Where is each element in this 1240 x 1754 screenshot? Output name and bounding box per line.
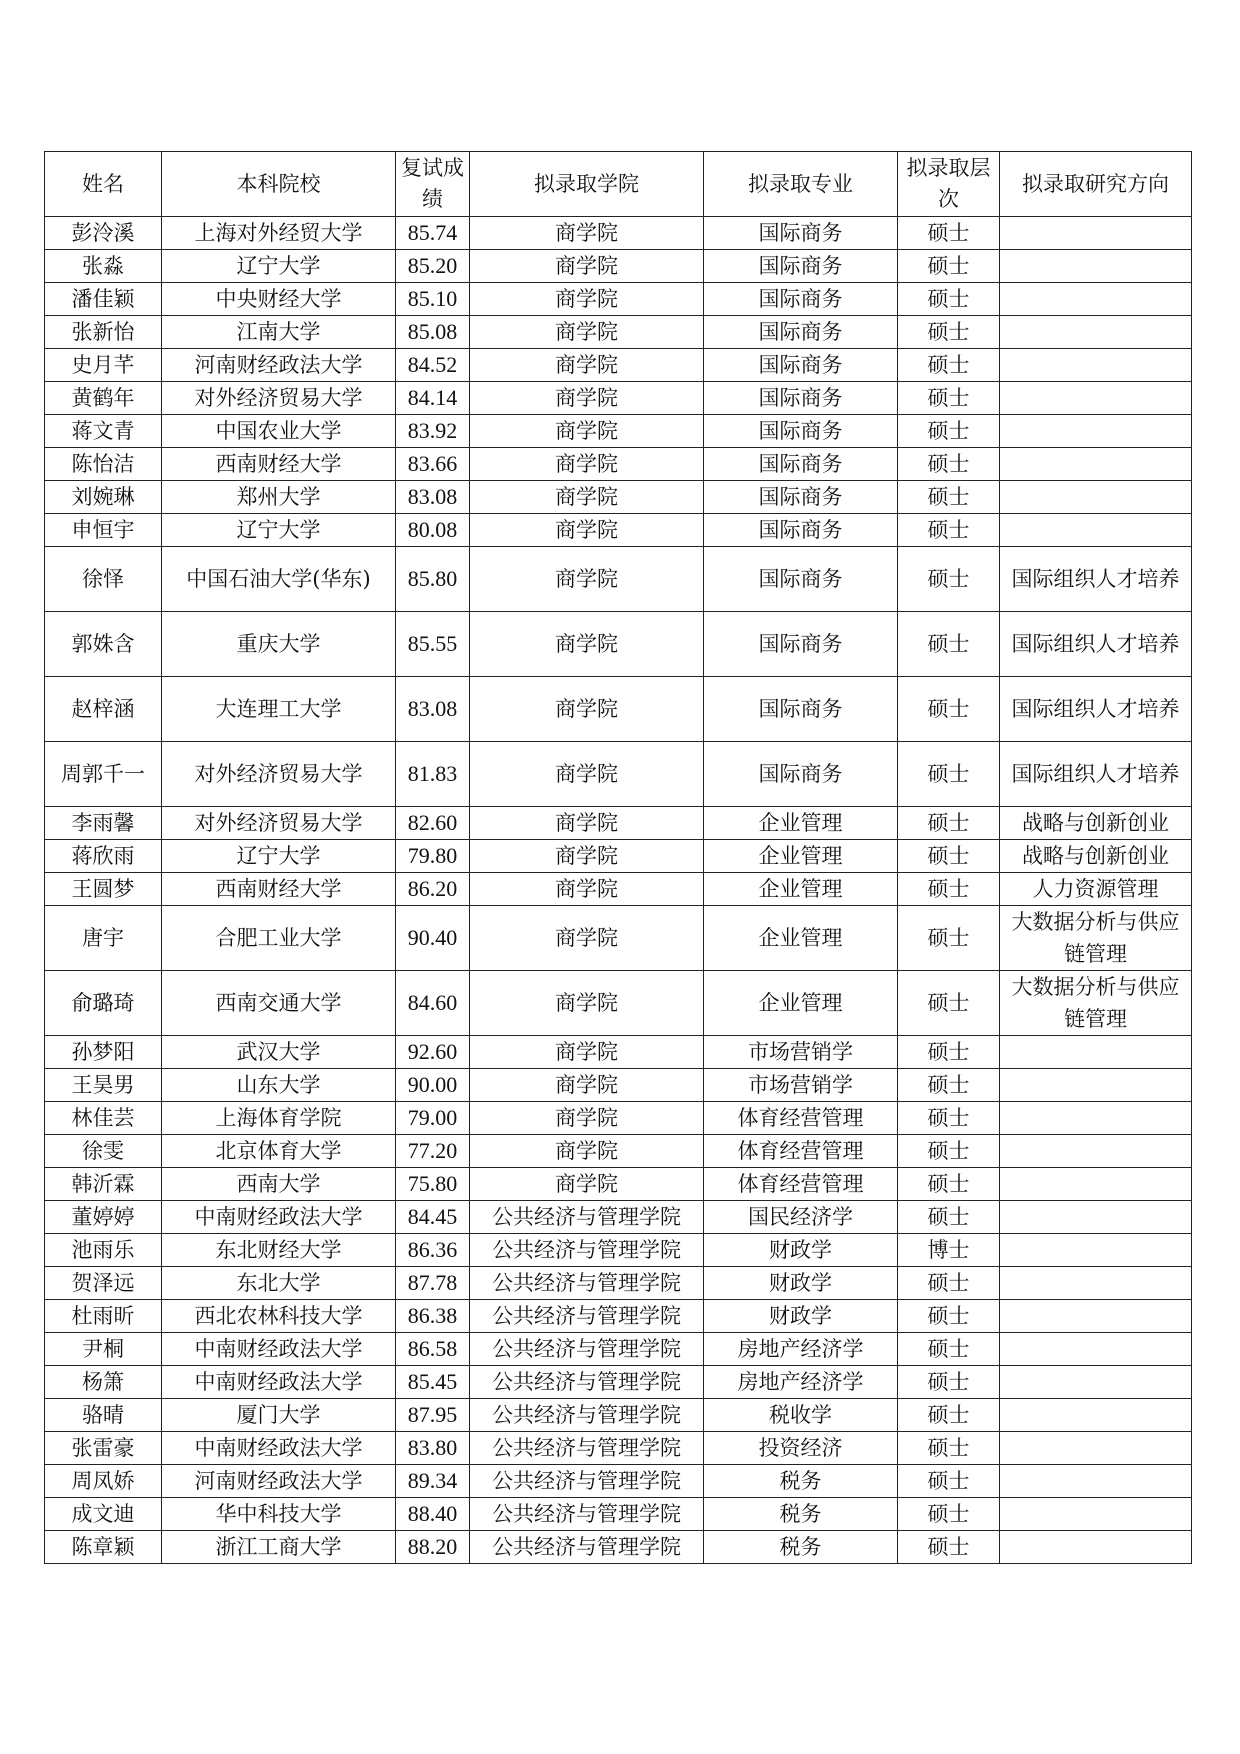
cell-direction: 国际组织人才培养	[1000, 677, 1192, 742]
cell-score: 83.66	[396, 448, 470, 481]
cell-level: 硕士	[898, 448, 1000, 481]
cell-direction	[1000, 250, 1192, 283]
cell-college: 公共经济与管理学院	[470, 1366, 704, 1399]
cell-school: 江南大学	[162, 316, 396, 349]
cell-score: 86.58	[396, 1333, 470, 1366]
cell-major: 房地产经济学	[704, 1333, 898, 1366]
cell-major: 国际商务	[704, 677, 898, 742]
cell-level: 硕士	[898, 481, 1000, 514]
cell-level: 硕士	[898, 1333, 1000, 1366]
cell-major: 税务	[704, 1465, 898, 1498]
table-row	[45, 1102, 1192, 1135]
cell-direction	[1000, 1300, 1192, 1333]
table-row	[45, 1201, 1192, 1234]
table-row	[45, 448, 1192, 481]
table-row	[45, 1333, 1192, 1366]
table-row	[45, 250, 1192, 283]
cell-name: 王圆梦	[45, 873, 162, 906]
cell-score: 79.80	[396, 840, 470, 873]
table-row	[45, 1366, 1192, 1399]
cell-direction	[1000, 316, 1192, 349]
cell-school: 中国农业大学	[162, 415, 396, 448]
table-row	[45, 1069, 1192, 1102]
cell-major: 国际商务	[704, 250, 898, 283]
cell-score: 89.34	[396, 1465, 470, 1498]
table-row	[45, 1432, 1192, 1465]
cell-college: 公共经济与管理学院	[470, 1201, 704, 1234]
cell-school: 西南大学	[162, 1168, 396, 1201]
cell-direction: 战略与创新创业	[1000, 807, 1192, 840]
table-header-row	[45, 152, 1192, 217]
cell-school: 大连理工大学	[162, 677, 396, 742]
cell-level: 硕士	[898, 1366, 1000, 1399]
cell-school: 河南财经政法大学	[162, 349, 396, 382]
cell-major: 体育经营管理	[704, 1168, 898, 1201]
cell-name: 林佳芸	[45, 1102, 162, 1135]
table-row	[45, 1036, 1192, 1069]
cell-score: 84.45	[396, 1201, 470, 1234]
cell-level: 硕士	[898, 1267, 1000, 1300]
cell-direction	[1000, 1201, 1192, 1234]
cell-name: 骆晴	[45, 1399, 162, 1432]
cell-score: 79.00	[396, 1102, 470, 1135]
cell-name: 史月芊	[45, 349, 162, 382]
cell-major: 企业管理	[704, 906, 898, 971]
table-row	[45, 971, 1192, 1036]
cell-score: 83.80	[396, 1432, 470, 1465]
cell-major: 国际商务	[704, 217, 898, 250]
cell-college: 商学院	[470, 807, 704, 840]
cell-direction	[1000, 415, 1192, 448]
cell-college: 商学院	[470, 906, 704, 971]
cell-name: 杨箫	[45, 1366, 162, 1399]
table-body	[45, 217, 1192, 1564]
cell-school: 西南财经大学	[162, 873, 396, 906]
cell-college: 公共经济与管理学院	[470, 1399, 704, 1432]
cell-school: 北京体育大学	[162, 1135, 396, 1168]
cell-college: 商学院	[470, 1135, 704, 1168]
table-row	[45, 349, 1192, 382]
cell-score: 85.10	[396, 283, 470, 316]
table-row	[45, 316, 1192, 349]
cell-major: 国际商务	[704, 316, 898, 349]
cell-school: 郑州大学	[162, 481, 396, 514]
cell-name: 尹桐	[45, 1333, 162, 1366]
cell-level: 硕士	[898, 1300, 1000, 1333]
cell-school: 对外经济贸易大学	[162, 382, 396, 415]
cell-level: 硕士	[898, 1036, 1000, 1069]
cell-college: 公共经济与管理学院	[470, 1531, 704, 1564]
cell-score: 85.80	[396, 547, 470, 612]
cell-major: 财政学	[704, 1267, 898, 1300]
cell-direction: 大数据分析与供应链管理	[1000, 971, 1192, 1036]
cell-level: 硕士	[898, 840, 1000, 873]
cell-name: 张雷豪	[45, 1432, 162, 1465]
cell-school: 中南财经政法大学	[162, 1333, 396, 1366]
cell-direction	[1000, 1069, 1192, 1102]
cell-major: 体育经营管理	[704, 1102, 898, 1135]
cell-level: 硕士	[898, 971, 1000, 1036]
cell-name: 韩沂霖	[45, 1168, 162, 1201]
cell-major: 企业管理	[704, 840, 898, 873]
cell-direction: 国际组织人才培养	[1000, 547, 1192, 612]
table-row	[45, 1531, 1192, 1564]
table-row	[45, 873, 1192, 906]
cell-school: 中南财经政法大学	[162, 1432, 396, 1465]
cell-school: 辽宁大学	[162, 250, 396, 283]
cell-major: 税务	[704, 1498, 898, 1531]
cell-name: 赵梓涵	[45, 677, 162, 742]
cell-score: 83.08	[396, 677, 470, 742]
cell-score: 77.20	[396, 1135, 470, 1168]
header-name: 姓名	[45, 152, 162, 217]
cell-college: 公共经济与管理学院	[470, 1498, 704, 1531]
cell-school: 西南财经大学	[162, 448, 396, 481]
cell-college: 商学院	[470, 250, 704, 283]
cell-level: 硕士	[898, 906, 1000, 971]
cell-direction	[1000, 1498, 1192, 1531]
cell-direction	[1000, 283, 1192, 316]
cell-direction	[1000, 1168, 1192, 1201]
cell-direction: 人力资源管理	[1000, 873, 1192, 906]
cell-school: 中央财经大学	[162, 283, 396, 316]
cell-name: 徐怿	[45, 547, 162, 612]
cell-score: 84.14	[396, 382, 470, 415]
cell-school: 中国石油大学(华东)	[162, 547, 396, 612]
cell-college: 商学院	[470, 971, 704, 1036]
header-college: 拟录取学院	[470, 152, 704, 217]
cell-school: 上海体育学院	[162, 1102, 396, 1135]
cell-direction: 战略与创新创业	[1000, 840, 1192, 873]
cell-level: 硕士	[898, 1102, 1000, 1135]
table-row	[45, 382, 1192, 415]
cell-college: 公共经济与管理学院	[470, 1267, 704, 1300]
cell-major: 国际商务	[704, 283, 898, 316]
cell-major: 市场营销学	[704, 1036, 898, 1069]
cell-college: 公共经济与管理学院	[470, 1432, 704, 1465]
cell-school: 辽宁大学	[162, 514, 396, 547]
cell-level: 硕士	[898, 1135, 1000, 1168]
cell-major: 企业管理	[704, 807, 898, 840]
cell-college: 公共经济与管理学院	[470, 1234, 704, 1267]
cell-level: 硕士	[898, 807, 1000, 840]
cell-name: 王昊男	[45, 1069, 162, 1102]
cell-direction: 国际组织人才培养	[1000, 742, 1192, 807]
cell-name: 李雨馨	[45, 807, 162, 840]
cell-level: 博士	[898, 1234, 1000, 1267]
table-row	[45, 217, 1192, 250]
cell-score: 75.80	[396, 1168, 470, 1201]
cell-direction	[1000, 1465, 1192, 1498]
cell-score: 84.60	[396, 971, 470, 1036]
cell-major: 企业管理	[704, 873, 898, 906]
admission-table	[44, 151, 1192, 1564]
cell-college: 商学院	[470, 873, 704, 906]
cell-name: 张淼	[45, 250, 162, 283]
cell-level: 硕士	[898, 1069, 1000, 1102]
cell-level: 硕士	[898, 1465, 1000, 1498]
cell-direction	[1000, 1036, 1192, 1069]
cell-direction	[1000, 1399, 1192, 1432]
cell-major: 国际商务	[704, 612, 898, 677]
cell-name: 张新怡	[45, 316, 162, 349]
cell-direction	[1000, 1432, 1192, 1465]
cell-score: 92.60	[396, 1036, 470, 1069]
cell-level: 硕士	[898, 250, 1000, 283]
table-row	[45, 906, 1192, 971]
cell-college: 公共经济与管理学院	[470, 1465, 704, 1498]
cell-college: 商学院	[470, 1102, 704, 1135]
cell-college: 商学院	[470, 547, 704, 612]
cell-direction	[1000, 1531, 1192, 1564]
cell-name: 徐雯	[45, 1135, 162, 1168]
cell-name: 潘佳颖	[45, 283, 162, 316]
cell-score: 81.83	[396, 742, 470, 807]
cell-score: 85.45	[396, 1366, 470, 1399]
table-row	[45, 1399, 1192, 1432]
cell-score: 90.00	[396, 1069, 470, 1102]
cell-score: 86.36	[396, 1234, 470, 1267]
cell-level: 硕士	[898, 612, 1000, 677]
cell-score: 86.20	[396, 873, 470, 906]
cell-college: 商学院	[470, 382, 704, 415]
cell-school: 对外经济贸易大学	[162, 807, 396, 840]
cell-direction	[1000, 1267, 1192, 1300]
cell-major: 国民经济学	[704, 1201, 898, 1234]
cell-direction: 国际组织人才培养	[1000, 612, 1192, 677]
cell-major: 国际商务	[704, 382, 898, 415]
table-row	[45, 1135, 1192, 1168]
table-row	[45, 514, 1192, 547]
cell-college: 商学院	[470, 1069, 704, 1102]
cell-level: 硕士	[898, 1168, 1000, 1201]
cell-college: 公共经济与管理学院	[470, 1333, 704, 1366]
cell-school: 武汉大学	[162, 1036, 396, 1069]
cell-college: 公共经济与管理学院	[470, 1300, 704, 1333]
cell-major: 国际商务	[704, 481, 898, 514]
cell-name: 杜雨昕	[45, 1300, 162, 1333]
cell-name: 黄鹤年	[45, 382, 162, 415]
cell-level: 硕士	[898, 1399, 1000, 1432]
table-row	[45, 1300, 1192, 1333]
cell-direction	[1000, 217, 1192, 250]
cell-major: 税务	[704, 1531, 898, 1564]
header-level: 拟录取层次	[898, 152, 1000, 217]
cell-school: 重庆大学	[162, 612, 396, 677]
cell-direction	[1000, 448, 1192, 481]
cell-college: 商学院	[470, 1168, 704, 1201]
header-direction: 拟录取研究方向	[1000, 152, 1192, 217]
cell-level: 硕士	[898, 677, 1000, 742]
table-row	[45, 677, 1192, 742]
cell-direction	[1000, 514, 1192, 547]
cell-major: 国际商务	[704, 415, 898, 448]
cell-school: 中南财经政法大学	[162, 1201, 396, 1234]
cell-level: 硕士	[898, 1201, 1000, 1234]
cell-major: 国际商务	[704, 349, 898, 382]
cell-school: 东北大学	[162, 1267, 396, 1300]
cell-major: 国际商务	[704, 547, 898, 612]
cell-level: 硕士	[898, 1531, 1000, 1564]
cell-score: 87.95	[396, 1399, 470, 1432]
cell-major: 财政学	[704, 1300, 898, 1333]
cell-name: 董婷婷	[45, 1201, 162, 1234]
cell-major: 房地产经济学	[704, 1366, 898, 1399]
cell-direction	[1000, 1333, 1192, 1366]
table-row	[45, 547, 1192, 612]
cell-school: 东北财经大学	[162, 1234, 396, 1267]
cell-direction	[1000, 1135, 1192, 1168]
cell-college: 商学院	[470, 840, 704, 873]
cell-college: 商学院	[470, 481, 704, 514]
cell-level: 硕士	[898, 547, 1000, 612]
cell-school: 河南财经政法大学	[162, 1465, 396, 1498]
cell-score: 88.40	[396, 1498, 470, 1531]
cell-school: 西南交通大学	[162, 971, 396, 1036]
table-row	[45, 283, 1192, 316]
cell-college: 商学院	[470, 612, 704, 677]
table-row	[45, 742, 1192, 807]
cell-college: 商学院	[470, 283, 704, 316]
cell-school: 上海对外经贸大学	[162, 217, 396, 250]
cell-school: 辽宁大学	[162, 840, 396, 873]
table-row	[45, 1168, 1192, 1201]
table-row	[45, 481, 1192, 514]
cell-score: 83.08	[396, 481, 470, 514]
cell-major: 财政学	[704, 1234, 898, 1267]
cell-score: 88.20	[396, 1531, 470, 1564]
cell-name: 俞璐琦	[45, 971, 162, 1036]
cell-name: 蒋欣雨	[45, 840, 162, 873]
cell-level: 硕士	[898, 1432, 1000, 1465]
cell-name: 贺泽远	[45, 1267, 162, 1300]
cell-direction	[1000, 382, 1192, 415]
cell-score: 82.60	[396, 807, 470, 840]
cell-direction	[1000, 1366, 1192, 1399]
cell-name: 申恒宇	[45, 514, 162, 547]
header-school: 本科院校	[162, 152, 396, 217]
cell-level: 硕士	[898, 415, 1000, 448]
cell-name: 池雨乐	[45, 1234, 162, 1267]
cell-level: 硕士	[898, 873, 1000, 906]
cell-score: 90.40	[396, 906, 470, 971]
cell-school: 山东大学	[162, 1069, 396, 1102]
cell-name: 成文迪	[45, 1498, 162, 1531]
cell-major: 企业管理	[704, 971, 898, 1036]
cell-direction	[1000, 481, 1192, 514]
cell-level: 硕士	[898, 1498, 1000, 1531]
cell-score: 83.92	[396, 415, 470, 448]
cell-score: 84.52	[396, 349, 470, 382]
cell-name: 周郭千一	[45, 742, 162, 807]
cell-major: 税收学	[704, 1399, 898, 1432]
cell-name: 唐宇	[45, 906, 162, 971]
cell-name: 周凤娇	[45, 1465, 162, 1498]
header-score: 复试成绩	[396, 152, 470, 217]
cell-direction: 大数据分析与供应链管理	[1000, 906, 1192, 971]
cell-score: 86.38	[396, 1300, 470, 1333]
cell-name: 孙梦阳	[45, 1036, 162, 1069]
cell-name: 刘婉琳	[45, 481, 162, 514]
cell-college: 商学院	[470, 514, 704, 547]
cell-major: 市场营销学	[704, 1069, 898, 1102]
cell-school: 中南财经政法大学	[162, 1366, 396, 1399]
cell-college: 商学院	[470, 1036, 704, 1069]
cell-level: 硕士	[898, 283, 1000, 316]
cell-score: 80.08	[396, 514, 470, 547]
cell-school: 西北农林科技大学	[162, 1300, 396, 1333]
cell-level: 硕士	[898, 514, 1000, 547]
table-row	[45, 1267, 1192, 1300]
cell-major: 体育经营管理	[704, 1135, 898, 1168]
table-row	[45, 1498, 1192, 1531]
cell-score: 85.20	[396, 250, 470, 283]
cell-direction	[1000, 1102, 1192, 1135]
cell-score: 85.55	[396, 612, 470, 677]
cell-major: 国际商务	[704, 448, 898, 481]
cell-college: 商学院	[470, 742, 704, 807]
cell-school: 厦门大学	[162, 1399, 396, 1432]
cell-college: 商学院	[470, 415, 704, 448]
cell-school: 合肥工业大学	[162, 906, 396, 971]
cell-school: 对外经济贸易大学	[162, 742, 396, 807]
cell-college: 商学院	[470, 677, 704, 742]
cell-level: 硕士	[898, 217, 1000, 250]
table-row	[45, 807, 1192, 840]
cell-college: 商学院	[470, 448, 704, 481]
cell-college: 商学院	[470, 316, 704, 349]
cell-school: 华中科技大学	[162, 1498, 396, 1531]
cell-name: 陈怡洁	[45, 448, 162, 481]
table-row	[45, 840, 1192, 873]
table-row	[45, 415, 1192, 448]
table-row	[45, 1465, 1192, 1498]
cell-level: 硕士	[898, 349, 1000, 382]
table-row	[45, 612, 1192, 677]
header-major: 拟录取专业	[704, 152, 898, 217]
cell-school: 浙江工商大学	[162, 1531, 396, 1564]
cell-name: 蒋文青	[45, 415, 162, 448]
cell-name: 郭姝含	[45, 612, 162, 677]
table-row	[45, 1234, 1192, 1267]
cell-major: 国际商务	[704, 514, 898, 547]
cell-name: 陈章颖	[45, 1531, 162, 1564]
cell-level: 硕士	[898, 382, 1000, 415]
cell-level: 硕士	[898, 316, 1000, 349]
cell-level: 硕士	[898, 742, 1000, 807]
cell-direction	[1000, 349, 1192, 382]
cell-major: 投资经济	[704, 1432, 898, 1465]
cell-score: 85.74	[396, 217, 470, 250]
cell-college: 商学院	[470, 217, 704, 250]
cell-score: 85.08	[396, 316, 470, 349]
cell-score: 87.78	[396, 1267, 470, 1300]
cell-name: 彭泠溪	[45, 217, 162, 250]
cell-direction	[1000, 1234, 1192, 1267]
cell-college: 商学院	[470, 349, 704, 382]
cell-major: 国际商务	[704, 742, 898, 807]
